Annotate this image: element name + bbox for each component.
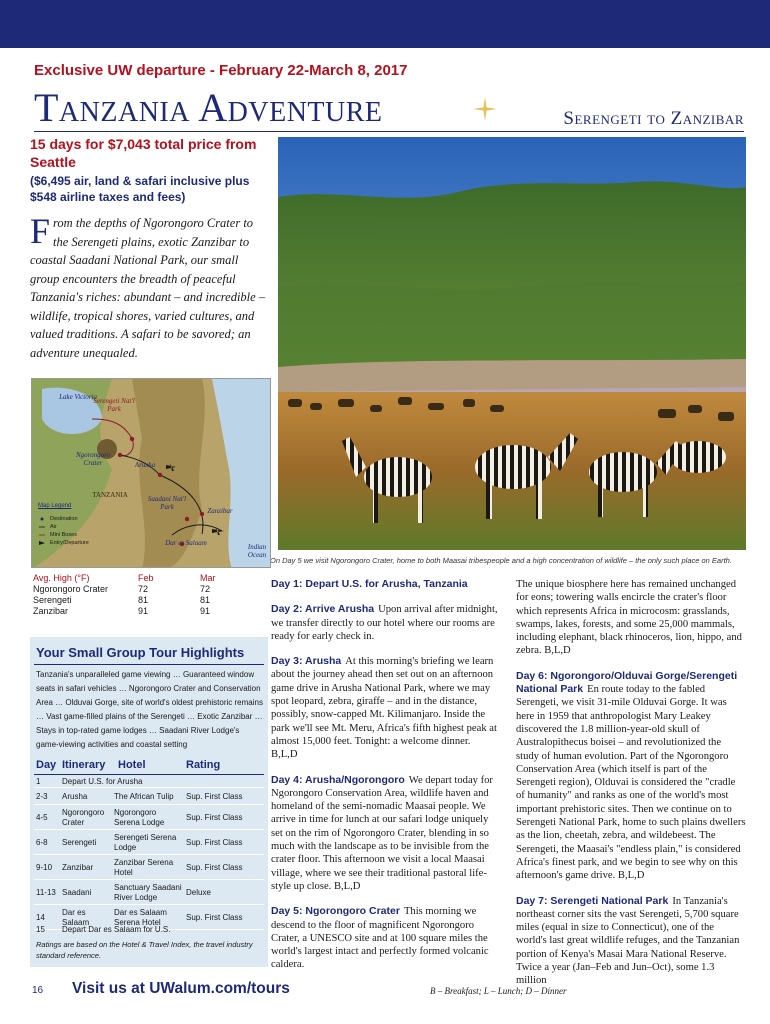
photo-caption: On Day 5 we visit Ngorongoro Crater, home to both Maasai tribespeople and a high concentration of wildlife – the only such place on Earth.	[270, 556, 732, 565]
day-text: At this morning's briefing we learn about the journey ahead then set out on an afternoon game drive in Arusha National Park, where we may spot leopard, zebra, giraffe – and in the distance, possibly, snow-capped Mt. Kilimanjaro. Inside the park we'll see Mt. Meru, Africa's fifth highest peak at almost 15,000 feet. Tonight: a welcome dinner. B,L,D	[271, 656, 497, 761]
climate-feb: 81	[138, 595, 149, 605]
itinerary-column-3	[516, 578, 746, 1000]
day-heading: Day 4: Arusha/Ngorongoro	[271, 773, 405, 786]
page-subtitle: Serengeti to Zanzibar	[563, 108, 744, 129]
departure-line: Exclusive UW departure - February 22-March 8, 2017	[34, 62, 408, 79]
day-heading: Day 5: Ngorongoro Crater	[271, 905, 400, 918]
table-row	[34, 881, 264, 905]
tanzania-map	[31, 378, 271, 568]
row-rating: Sup. First Class	[186, 913, 243, 922]
meals-key: B – Breakfast; L – Lunch; D – Dinner	[430, 986, 567, 996]
day-text: Upon arrival after midnight, we transfer directly to our hotel where our rooms are ready for early check in.	[271, 604, 498, 642]
highlights-panel	[30, 637, 268, 967]
row-itinerary: Saadani	[62, 888, 92, 897]
highlights-title: Your Small Group Tour Highlights	[36, 645, 245, 660]
itinerary-col-hotel: Hotel	[118, 759, 146, 771]
row-itinerary: Arusha	[62, 792, 88, 801]
climate-place: Ngorongoro Crater	[33, 584, 109, 594]
day-5	[271, 905, 499, 971]
row-hotel: Ngorongoro Serena Lodge	[114, 808, 165, 827]
highlights-text: Tanzania's unparalleled game viewing … Guaranteed window seats in safari vehicles … Ngorongoro Crater and Conservation Area … Olduvai Gorge, site of world's oldest prehistoric remains … Vast game-filled plains of the Serengeti … Exotic Zanzibar … Stays in top-rated game lodges … Saadani River Lodge's game-viewing activities and coastal setting	[36, 670, 263, 749]
day-1	[271, 578, 499, 591]
map-label-country: TANZANIA	[92, 491, 128, 499]
climate-place: Zanzibar	[33, 606, 69, 616]
row-hotel: Zanzibar Serena Hotel	[114, 858, 174, 877]
price-headline: 15 days for $7,043 total price from Seattle	[30, 136, 257, 170]
day-heading: Day 7: Serengeti National Park	[516, 894, 669, 907]
row-day: 14	[36, 913, 45, 922]
legend-item-destination: Destination	[50, 516, 78, 522]
day-heading: Day 2: Arrive Arusha	[271, 603, 375, 616]
row-day: 1	[36, 777, 41, 786]
title-rule	[34, 131, 744, 132]
climate-header-feb: Feb	[138, 573, 154, 583]
top-banner	[0, 0, 770, 48]
day-heading: Day 1: Depart U.S. for Arusha, Tanzania	[271, 578, 468, 590]
climate-feb: 72	[138, 584, 149, 594]
climate-mar: 91	[200, 606, 211, 616]
day-3	[271, 655, 499, 761]
map-label-serengeti: Serengeti Nat'l Park	[93, 397, 135, 413]
row-itinerary: Serengeti	[62, 838, 97, 847]
row-rating: Sup. First Class	[186, 838, 243, 847]
day-text: In Tanzania's northeast corner sits the vast Serengeti, 5,700 square miles (equal in size to Connecticut), one of the world's last great wildlife refuges, and the Tanzanian portion of Kenya's Masai Mara National Reserve. Twice a year (Jan–Feb and Jun–Oct), some 1.3 million	[516, 895, 740, 987]
row-day: 6-8	[36, 838, 48, 847]
map-label-ngorongoro: Ngorongoro Crater	[75, 451, 111, 467]
row-day: 2-3	[36, 792, 48, 801]
map-label-dar-es-salaam: Dar es Salaam	[165, 539, 207, 547]
day-heading: Day 3: Arusha	[271, 655, 342, 668]
map-label-zanzibar: Zanzibar	[207, 507, 233, 515]
intro-text: rom the depths of Ngorongoro Crater to the Serengeti plains, exotic Zanzibar to coastal Saadani National Park, our small group encounters the breadth of peaceful Tanzania's riches: abundant – and incredible – wildlife, tropical shores, varied cultures, and valued traditions. A safari to be savored; an adventure unequaled.	[30, 216, 266, 360]
row-day: 11-13	[36, 888, 56, 897]
climate-place: Serengeti	[33, 595, 72, 605]
drop-cap: F	[30, 211, 51, 251]
climate-mar: 81	[200, 595, 211, 605]
day-text: We depart today for Ngorongoro Conservation Area, wildlife haven and homeland of the semi-nomadic Maasai people. We arrive in time for lunch at our safari lodge uniquely set on the rim of Ngorongoro Crater, blending in so much with the landscape as to be invisible from the crater floor. This afternoon we visit a local Maasai village, where we see their traditional pastoral life-style up close. B,L,D	[271, 774, 493, 892]
row-day: 4-5	[36, 813, 48, 822]
climate-mar: 72	[200, 584, 211, 594]
row-itinerary: Zanzibar	[62, 863, 94, 872]
legend-item-air: Air	[50, 524, 57, 530]
row-itinerary: Dar es Salaam	[62, 908, 90, 927]
row-itinerary: Depart Dar es Salaam for U.S.	[62, 925, 171, 934]
row-rating: Sup. First Class	[186, 863, 243, 872]
itinerary-column-2	[271, 578, 499, 984]
day-text: En route today to the fabled Serengeti, we visit 31-mile Olduvai Gorge. It was here in 1959 that anthropologist Mary Leakey discovered the 1.8 million-year-old skull of Australopithecus boisei – and revolutionized the study of human evolution. Part of the Ngorongoro Conservation Area (which itself is part of the Serengeti region), Olduvai is considered the "cradle of humanity" and ranks as one of the world's most important prehistoric sites. Then we continue on to Serengeti National Park, home to such plains dwellers as the lion, cheetah, zebra, and wildebeest. The Serengeti, the Maasai's "endless plain," is considered Africa's finest park, and we begin to see why on this afternoon's game drive. B,L,D	[516, 684, 746, 882]
map-label-saadani: Saadani Nat'l Park	[147, 495, 187, 511]
table-row	[34, 806, 264, 830]
row-day: 15	[36, 925, 45, 934]
day-2	[271, 603, 499, 643]
map-legend-title: Map Legend	[38, 503, 72, 509]
row-hotel: Dar es Salaam Serena Hotel	[114, 908, 167, 927]
itinerary-col-itinerary: Itinerary	[62, 759, 106, 771]
star-icon	[472, 96, 498, 122]
row-rating: Deluxe	[186, 888, 211, 897]
day-5-continued: The unique biosphere here has remained unchanged for eons; towering walls encircle the crater's floor which represents Africa in microcosm: grasslands, swamps, lakes, forests, and some 25,000 mammals, including elephant, black rhinoceros, lion, hippo, and zebra. B,L,D	[516, 579, 742, 657]
day-text: This morning we descend to the floor of magnificent Ngorongoro Crater, a UNESCO site and at 100 square miles the world's largest intact and perfectly formed volcanic caldera.	[271, 906, 489, 971]
table-row	[34, 856, 264, 880]
day-6	[516, 670, 746, 883]
crater-zebra-photo	[278, 137, 746, 550]
climate-feb: 91	[138, 606, 149, 616]
page-number: 16	[32, 985, 44, 996]
intro-paragraph	[30, 211, 268, 362]
day-4	[271, 774, 499, 894]
price-note: ($6,495 air, land & safari inclusive plus $548 airline taxes and fees)	[30, 174, 250, 204]
row-itinerary: Depart U.S. for Arusha	[62, 777, 143, 786]
website-link[interactable]: Visit us at UWalum.com/tours	[72, 980, 290, 997]
map-label-lake: Lake Victoria	[59, 393, 97, 401]
row-day: 9-10	[36, 863, 53, 872]
table-row	[34, 923, 264, 937]
table-row	[34, 831, 264, 855]
row-itinerary: Ngorongoro Crater	[62, 808, 105, 827]
page-title: Tanzania Adventure	[34, 85, 383, 130]
climate-header-mar: Mar	[200, 573, 216, 583]
itinerary-col-rating: Rating	[186, 759, 221, 771]
table-row	[34, 775, 264, 788]
map-label-arusha: Arusha	[134, 461, 156, 469]
day-7	[516, 895, 746, 988]
climate-header-label: Avg. High (°F)	[33, 573, 90, 583]
row-rating: Sup. First Class	[186, 792, 243, 801]
map-label-ocean: Indian Ocean	[247, 543, 267, 559]
row-hotel: Serengeti Serena Lodge	[114, 833, 177, 852]
row-hotel: The African Tulip	[114, 792, 174, 801]
itinerary-col-day: Day	[36, 759, 57, 771]
legend-item-entry-departure: Entry/Departure	[50, 540, 89, 546]
row-hotel: Sanctuary Saadani River Lodge	[114, 883, 182, 902]
day-heading: Day 6: Ngorongoro/Olduvai Gorge/Serengeti National Park	[516, 669, 738, 696]
ratings-note: Ratings are based on the Hotel & Travel Index, the travel industry standard reference.	[36, 940, 253, 960]
row-rating: Sup. First Class	[186, 813, 243, 822]
highlights-rule	[34, 664, 264, 665]
table-row	[34, 789, 264, 805]
legend-item-mini-buses: Mini Buses	[50, 532, 77, 538]
